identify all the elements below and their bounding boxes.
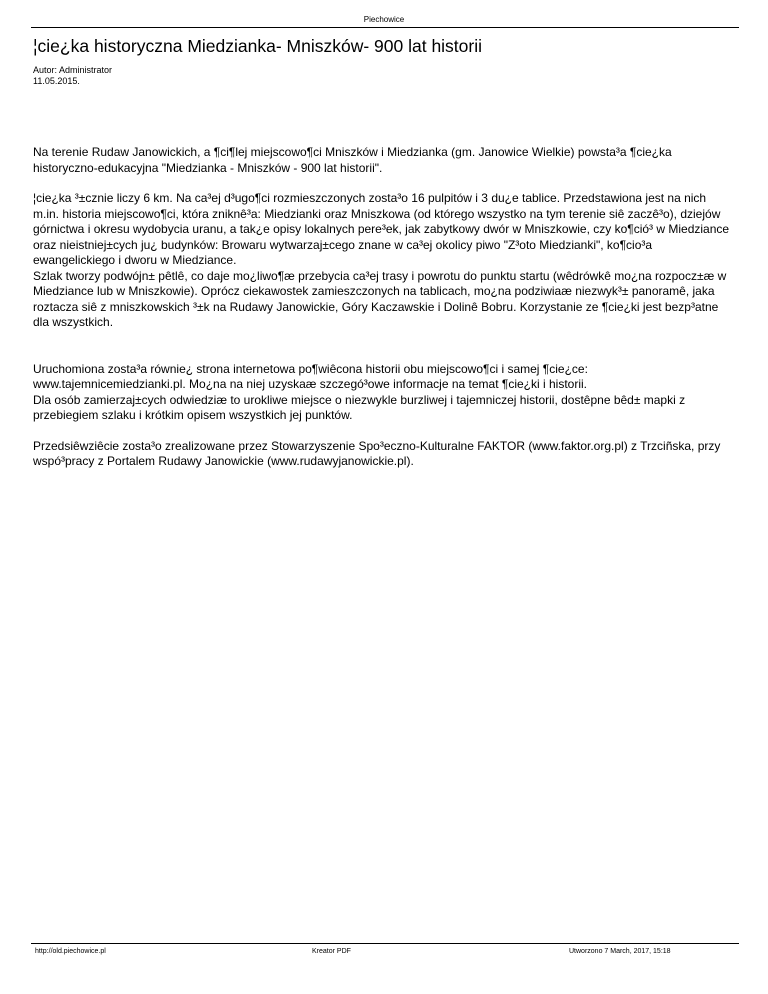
publish-date: 11.05.2015. <box>33 76 80 86</box>
author-line: Autor: Administrator <box>33 65 113 75</box>
article-meta <box>33 65 112 87</box>
header-divider <box>31 27 739 28</box>
paragraph-trail-loop: Szlak tworzy podwójn± pêtlê, co daje mo¿liwo¶æ przebycia ca³ej trasy i powrotu do punktu startu (wêdrówkê mo¿na rozpocz±æ w Miedziance lub w Mniszkowie). Oprócz ciekawostek zamieszczonych na tablicach, mo¿na podziwiaæ niezwyk³± panoramê, jaka roztacza siê z mniszkowskich ³±k na Rudawy Janowickie, Góry Kaczawskie i Dolinê Bobru. Korzystanie ze ¶cie¿ki jest bezp³atne dla wszystkich. <box>33 268 727 329</box>
footer-created: Utworzono 7 March, 2017, 15:18 <box>569 948 671 955</box>
article-title: ¦cie¿ka historyczna Miedzianka- Mniszków- 900 lat historii <box>33 36 483 56</box>
site-name: Piechowice <box>363 15 405 24</box>
footer-generator: Kreator PDF <box>312 948 351 955</box>
paragraph-website: Uruchomiona zosta³a równie¿ strona internetowa po¶wiêcona historii obu miejscowo¶ci i samej ¶cie¿ce: www.tajemnicemiedzianki.pl. Mo¿na na niej uzyskaæ szczegó³owe informacje na temat ¶cie¿ki i historii. <box>33 361 588 391</box>
footer-url[interactable]: http://old.piechowice.pl <box>35 948 106 955</box>
paragraph-organizers: Przedsiêwziêcie zosta³o zrealizowane przez Stowarzyszenie Spo³eczno-Kulturalne FAKTOR (www.faktor.org.pl) z Trzciñska, przy wspó³pracy z Portalem Rudawy Janowickie (www.rudawyjanowickie.pl). <box>33 438 721 468</box>
footer-divider <box>31 943 739 944</box>
paragraph-intro: Na terenie Rudaw Janowickich, a ¶ci¶lej miejscowo¶ci Mniszków i Miedzianka (gm. Janowice Wielkie) powsta³a ¶cie¿ka historyczno-edukacyjna "Miedzianka - Mniszków - 900 lat historii". <box>33 145 672 175</box>
paragraph-trail-description: ¦cie¿ka ³±cznie liczy 6 km. Na ca³ej d³ugo¶ci rozmieszczonych zosta³o 16 pulpitów i 3 du¿e tablice. Przedstawiona jest na nich m.in. historia miejscowo¶ci, która zniknê³a: Miedzianki oraz Mniszkowa (od którego wszystko na tym terenie siê zaczê³o), dziejów górnictwa i okresu wydobycia uranu, a tak¿e opisy lokalnych pere³ek, jak zabytkowy dwór w Mniszkowie, czy ko¶ció³ w Miedziance oraz nieistniej±cych ju¿ budynków: Browaru wytwarzaj±cego znane w ca³ej okolicy piwo "Z³oto Miedzianki", ko¶cio³a ewangelickiego i dworu w Miedziance. <box>33 191 730 267</box>
article-body <box>33 145 733 470</box>
paragraph-maps: Dla osób zamierzaj±cych odwiedziæ to urokliwe miejsce o niezwykle burzliwej i tajemniczej historii, dostêpne bêd± mapki z przebiegiem szlaku i krótkim opisem wszystkich jej punktów. <box>33 392 686 422</box>
